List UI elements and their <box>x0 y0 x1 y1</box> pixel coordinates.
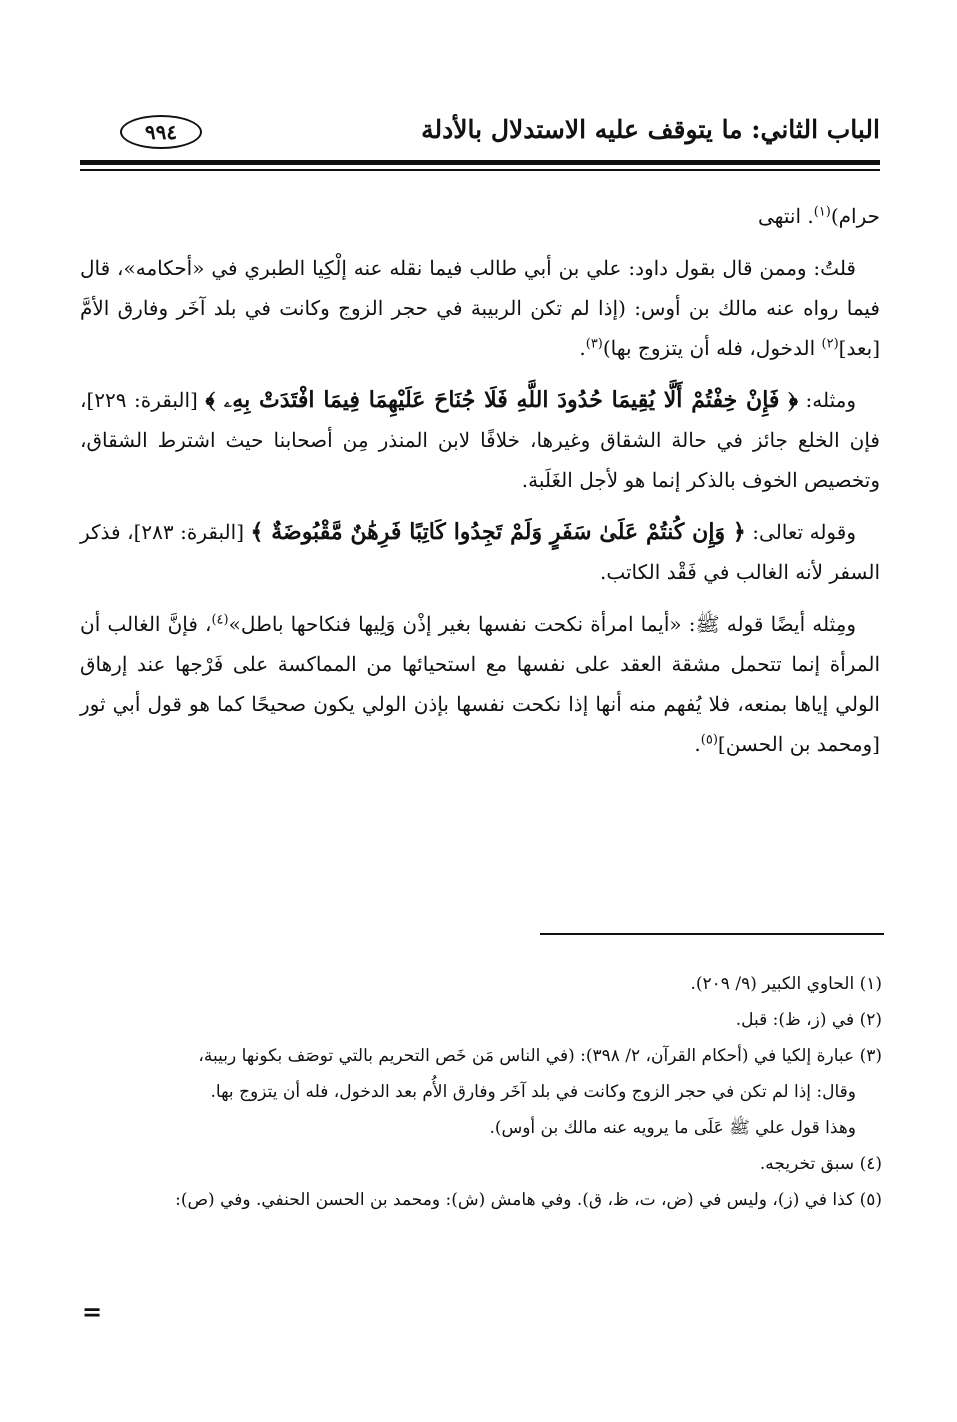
header-rule-thick <box>80 160 880 165</box>
quran-verse: ﴿ فَإِنْ خِفْتُمْ أَلَّا يُقِيمَا حُدُودَ اللَّهِ فَلَا جُنَاحَ عَلَيْهِمَا فِيمَا افْتَدَتْ بِهِۦ ﴾ <box>205 387 798 413</box>
text-span: حرام) <box>830 204 880 228</box>
main-text <box>80 196 880 776</box>
paragraph-1 <box>80 196 880 236</box>
paragraph-3 <box>80 380 880 500</box>
text-span: الدخول، فله أن يتزوج بها) <box>602 336 822 360</box>
footnote-ref-5: (٥) <box>700 732 718 748</box>
footnote-ref-1: (١) <box>813 204 831 220</box>
text-span: . <box>579 336 586 360</box>
text-span: ومِثله أيضًا قوله ﷺ: «أيما امرأة نكحت نفسها بغير إذْن وَلِيها فنكاحها باطل» <box>228 612 856 636</box>
paragraph-4 <box>80 512 880 592</box>
footnote-ref-2: (٢) <box>821 336 839 352</box>
footnote-3: (٣) عبارة إلكيا في (أحكام القرآن، ٢/ ٣٩٨): (في الناس مَن خَص التحريم بالتي توصَف بكونها ربيبة، <box>198 1046 882 1066</box>
text-span: . <box>694 732 701 756</box>
footnote-separator <box>540 933 884 935</box>
footnote-3-line-2: وقال: إذا لم تكن في حجر الزوج وكانت في بلد آخَر وفارق الأُم بعد الدخول، فله أن يتزوج بها. <box>210 1082 856 1102</box>
footnote-2: (٢) في (ز، ظ): قبل. <box>735 1010 882 1030</box>
paragraph-2 <box>80 248 880 368</box>
footnote-3-line-3: وهذا قول علي ﷺ عَلَى ما يرويه عنه مالك بن أوس). <box>489 1118 856 1138</box>
text-span: [البقرة: ٢٨٣]، فذكر السفر لأنه الغالب في فَقْد الكاتب. <box>80 520 880 584</box>
footnote-1: (١) الحاوي الكبير (٩/ ٢٠٩). <box>690 974 882 994</box>
footnote-ref-3: (٣) <box>585 336 603 352</box>
text-span: ومثله: <box>797 388 856 412</box>
footnote-ref-4: (٤) <box>211 612 229 628</box>
header-rule-thin <box>80 169 880 171</box>
text-span: [البقرة: ٢٢٩]، فإن الخلع جائز في حالة الشقاق وغيرها، خلافًا لابن المنذر مِن أصحابنا حيث اشترط الشقاق، وتخصيص الخوف بالذكر إنما هو لأجل الغَلَبة. <box>80 388 880 492</box>
text-span: ، فإنَّ الغالب أن المرأة إنما تتحمل مشقة العقد على نفسها مع استحيائها من المماكسة على فَرْجها عند إرهاق الولي إياها بمنعه، فلا يُفهم منه أنها إذا نكحت نفسها بإذن الولي يكون صحيحًا كما هو قول أبي ثور [ومحمد بن الحسن] <box>80 612 880 756</box>
text-span: قلتُ: وممن قال بقول داود: علي بن أبي طالب فيما نقله عنه إلْكِيا الطبري في «أحكامه»، قال فيما رواه عنه مالك بن أوس: (إذا لم تكن الربيبة في حجر الزوج وكانت في بلد آخَر وفارق الأمَّ [بعد] <box>80 256 880 360</box>
running-title: الباب الثاني: ما يتوقف عليه الاستدلال بالأدلة <box>421 115 880 144</box>
text-span: . انتهى <box>757 204 814 228</box>
text-span: وقوله تعالى: <box>745 520 856 544</box>
page-header <box>80 115 880 160</box>
footnotes <box>70 966 882 1218</box>
footnote-4: (٤) سبق تخريجه. <box>759 1154 882 1174</box>
continuation-mark: = <box>82 1297 103 1326</box>
quran-verse: ﴿ وَإِن كُنتُمْ عَلَىٰ سَفَرٍ وَلَمْ تَجِدُوا كَاتِبًا فَرِهَٰنٌ مَّقْبُوضَةٌ ﴾ <box>250 519 746 545</box>
paragraph-5 <box>80 604 880 764</box>
page-number-badge: ٩٩٤ <box>120 115 202 149</box>
footnote-5: (٥) كذا في (ز)، وليس في (ض، ت، ظ، ق). وفي هامش (ش): ومحمد بن الحسن الحنفي. وفي (ص): <box>175 1190 882 1210</box>
